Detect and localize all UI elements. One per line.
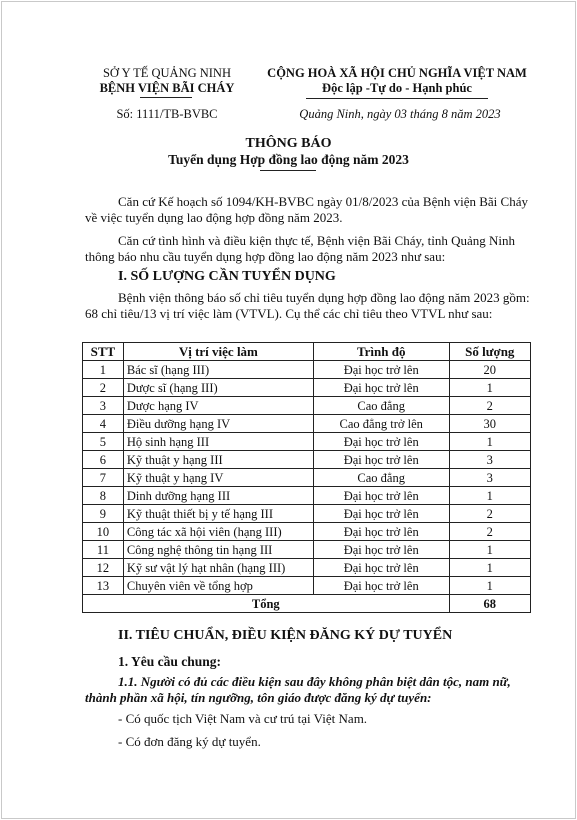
republic-title: CỘNG HOÀ XÃ HỘI CHỦ NGHĨA VIỆT NAM [267,66,527,80]
motto-underline [306,98,488,99]
table-row [83,361,531,379]
cell-position: Chuyên viên về tổng hợp [123,577,313,595]
requirement-application: - Có đơn đăng ký dự tuyển. [118,734,261,749]
cell-level: Đại học trở lên [313,523,449,541]
table-row [83,577,531,595]
cell-quantity: 1 [449,487,530,505]
document-subtitle: Tuyển dụng Hợp đồng lao động năm 2023 [168,152,409,167]
cell-stt: 10 [83,523,124,541]
cell-position: Công tác xã hội viên (hạng III) [123,523,313,541]
table-row [83,523,531,541]
cell-quantity: 20 [449,361,530,379]
table-row [83,379,531,397]
cell-level: Đại học trở lên [313,541,449,559]
cell-level: Đại học trở lên [313,451,449,469]
cell-quantity: 3 [449,469,530,487]
table-row [83,541,531,559]
cell-quantity: 1 [449,577,530,595]
cell-position: Kỹ thuật y hạng IV [123,469,313,487]
table-row [83,559,531,577]
agency-name: SỞ Y TẾ QUẢNG NINH [102,66,231,80]
cell-quantity: 30 [449,415,530,433]
section-1-heading: I. SỐ LƯỢNG CẦN TUYỂN DỤNG [118,269,336,284]
subsection-1-heading: 1. Yêu cầu chung: [118,654,222,669]
subsection-1-1: 1.1. Người có đủ các điều kiện sau đây không phân biệt dân tộc, nam nữ, thành phần xã hội, tín ngưỡng, tôn giáo được đăng ký dự tuyển: [85,674,511,705]
table-row [83,451,531,469]
cell-position: Dược sĩ (hạng III) [123,379,313,397]
hospital-name: BỆNH VIỆN BÃI CHÁY [99,81,235,95]
document-number: Số: 1111/TB-BVBC [116,107,218,121]
cell-level: Cao đẳng [313,469,449,487]
cell-level: Đại học trở lên [313,577,449,595]
cell-stt: 11 [83,541,124,559]
cell-position: Dinh dưỡng hạng III [123,487,313,505]
paragraph-basis-situation: Căn cứ tình hình và điều kiện thực tế, Bệnh viện Bãi Cháy, tỉnh Quảng Ninh thông báo nhu cầu tuyển dụng hợp đồng lao động năm 2023 như sau: [85,233,516,264]
cell-level: Cao đẳng [313,397,449,415]
subtitle-underline [260,170,316,171]
cell-stt: 12 [83,559,124,577]
table-header-row [83,343,531,361]
table-row [83,469,531,487]
section-2-heading: II. TIÊU CHUẨN, ĐIỀU KIỆN ĐĂNG KÝ DỰ TUYỂN [118,628,453,643]
cell-level: Đại học trở lên [313,379,449,397]
cell-stt: 2 [83,379,124,397]
table-row [83,505,531,523]
cell-stt: 3 [83,397,124,415]
cell-position: Kỹ thuật thiết bị y tế hạng III [123,505,313,523]
col-header-position: Vị trí việc làm [123,343,313,361]
cell-quantity: 2 [449,505,530,523]
table-row [83,415,531,433]
cell-stt: 7 [83,469,124,487]
cell-position: Hộ sinh hạng III [123,433,313,451]
cell-stt: 9 [83,505,124,523]
motto: Độc lập -Tự do - Hạnh phúc [322,81,472,95]
document-title: THÔNG BÁO [245,136,332,151]
cell-quantity: 1 [449,433,530,451]
total-label: Tổng [83,595,450,613]
table-row [83,487,531,505]
cell-level: Đại học trở lên [313,487,449,505]
place-date: Quảng Ninh, ngày 03 tháng 8 năm 2023 [299,107,501,121]
table-total-row [83,595,531,613]
cell-position: Kỹ thuật y hạng III [123,451,313,469]
paragraph-basis-plan: Căn cứ Kế hoạch số 1094/KH-BVBC ngày 01/8/2023 của Bệnh viện Bãi Cháy về việc tuyển dụng lao động hợp đồng năm 2023. [85,194,528,225]
cell-level: Cao đẳng trở lên [313,415,449,433]
cell-position: Điều dưỡng hạng IV [123,415,313,433]
cell-position: Kỹ sư vật lý hạt nhân (hạng III) [123,559,313,577]
cell-quantity: 1 [449,541,530,559]
cell-level: Đại học trở lên [313,505,449,523]
cell-quantity: 2 [449,397,530,415]
cell-quantity: 2 [449,523,530,541]
requirement-nationality: - Có quốc tịch Việt Nam và cư trú tại Việt Nam. [118,711,368,726]
cell-position: Công nghệ thông tin hạng III [123,541,313,559]
cell-stt: 5 [83,433,124,451]
cell-position: Dược hạng IV [123,397,313,415]
col-header-stt: STT [83,343,124,361]
cell-quantity: 3 [449,451,530,469]
col-header-level: Trình độ [313,343,449,361]
recruitment-table [82,342,531,613]
total-value: 68 [449,595,530,613]
table-row [83,433,531,451]
cell-position: Bác sĩ (hạng III) [123,361,313,379]
cell-quantity: 1 [449,559,530,577]
cell-stt: 13 [83,577,124,595]
cell-stt: 8 [83,487,124,505]
cell-stt: 4 [83,415,124,433]
cell-level: Đại học trở lên [313,559,449,577]
cell-stt: 1 [83,361,124,379]
cell-level: Đại học trở lên [313,361,449,379]
cell-level: Đại học trở lên [313,433,449,451]
col-header-quantity: Số lượng [449,343,530,361]
hospital-underline [140,97,192,98]
table-row [83,397,531,415]
cell-quantity: 1 [449,379,530,397]
paragraph-quota: Bệnh viện thông báo số chỉ tiêu tuyển dụng hợp đồng lao động năm 2023 gồm: 68 chỉ tiêu/13 vị trí việc làm (VTVL). Cụ thể các chỉ tiêu theo VTVL như sau: [85,290,530,321]
cell-stt: 6 [83,451,124,469]
